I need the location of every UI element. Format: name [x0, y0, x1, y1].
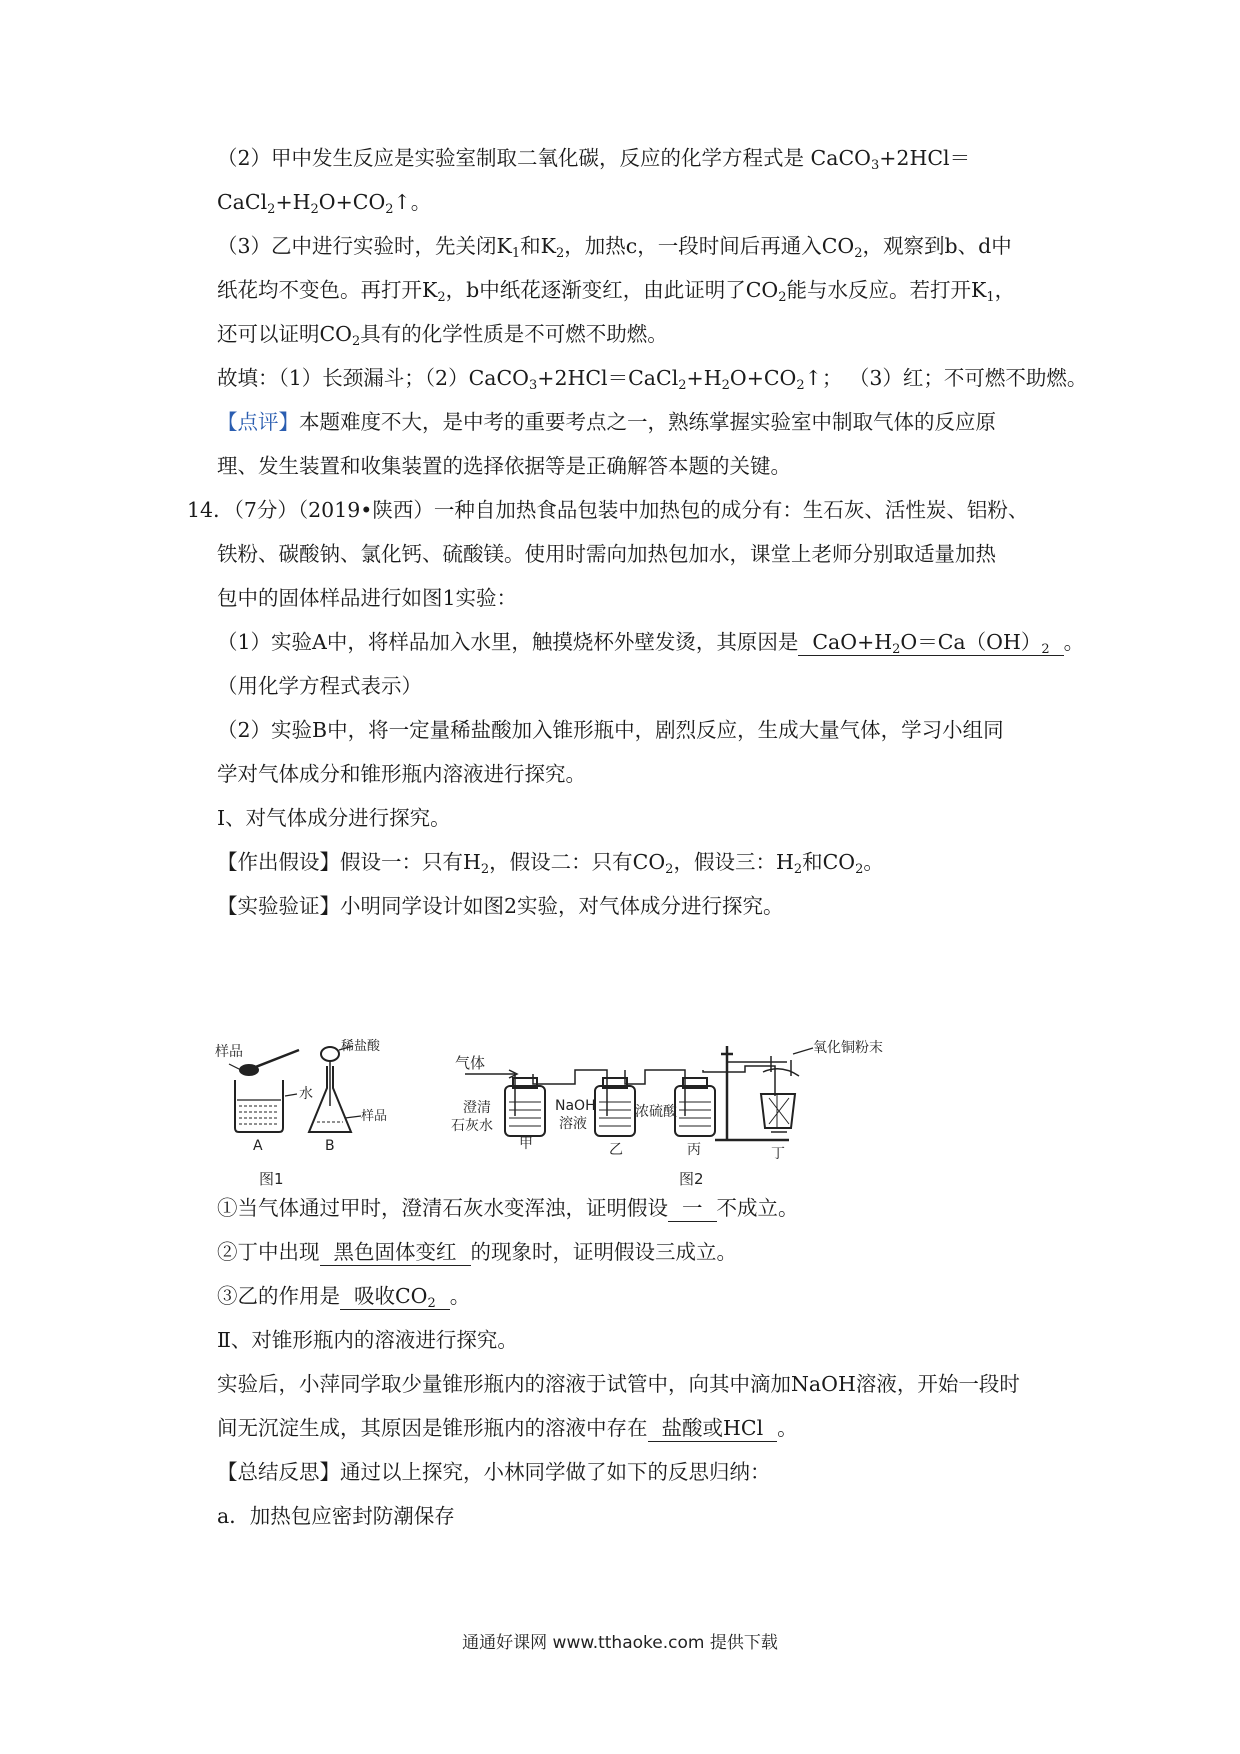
bottle-jia [505, 1086, 545, 1136]
q14-part-2-line-2: 学对气体成分和锥形瓶内溶液进行探究。 [217, 762, 586, 786]
fig2-acid-label: 浓硫酸 [635, 1104, 677, 1120]
bottle-bing [675, 1086, 715, 1136]
answer-3-line-3: 还可以证明$CO_2$具有的化学性质是不可燃不助燃。 [217, 322, 668, 349]
answer-3-line-1: （3）乙中进行实验时，先关闭$K_1$和$K_2$，加热c，一段时间后再通入$CO_2$，观察到b、d中 [217, 234, 1012, 261]
fig2-naoh-line-1: NaOH [555, 1098, 596, 1114]
q14-part-2-line-1: （2）实验B中，将一定量稀盐酸加入锥形瓶中，剧烈反应，生成大量气体，学习小组同 [217, 718, 1004, 742]
answer-blank-4: 吸收$CO_2$ [340, 1283, 450, 1310]
answer-blank-5: 盐酸或HCl [648, 1415, 778, 1442]
part-3-line-1: 实验后，小萍同学取少量锥形瓶内的溶液于试管中，向其中滴加NaOH溶液，开始一段时 [217, 1372, 1020, 1396]
comment-tag: 【点评】 [217, 410, 299, 434]
bottle-yi [595, 1086, 635, 1136]
section-1-heading: Ⅰ、对气体成分进行探究。 [217, 806, 451, 830]
answer-2-line-2: $CaCl_2+H_2O+CO_2↑$。 [217, 190, 432, 217]
apparatus-diagram [215, 1036, 985, 1186]
fig1-label-b: B [325, 1138, 335, 1154]
answer-blank-1: $CaO+H_2O=Ca(OH)_2$ [798, 629, 1063, 656]
fig2-label-yi: 乙 [609, 1142, 623, 1158]
fig1-sample-b-label: 样品 [361, 1109, 388, 1124]
answer-blank-3: 黑色固体变红 [320, 1239, 471, 1266]
fig2-gas-label: 气体 [455, 1054, 486, 1072]
summary: 【总结反思】通过以上探究，小林同学做了如下的反思归纳： [217, 1460, 771, 1484]
answer-blank-2: 一 [668, 1195, 717, 1222]
comment-line-1: 【点评】本题难度不大，是中考的重要考点之一，熟练掌握实验室中制取气体的反应原 [217, 410, 996, 434]
hypothesis: 【作出假设】假设一：只有$H_2$，假设二：只有$CO_2$，假设三：$H_2$和$CO_2$。 [217, 850, 884, 877]
q14-line-3: 包中的固体样品进行如图1实验： [217, 586, 518, 610]
fill-answer: 故填：（1）长颈漏斗；$(2)CaCO_3+2HCl=CaCl_2+H_2O+CO_2↑$； （3）红；不可燃不助燃。 [217, 366, 1088, 393]
fig2-label-ding: 丁 [771, 1146, 785, 1162]
fig2-lime-line-1: 澄清 [463, 1100, 491, 1116]
conclusion-3: ③乙的作用是 吸收$CO_2$ 。 [217, 1284, 471, 1311]
fig1-label-a: A [253, 1138, 263, 1154]
fig2-cuo-label: 氧化铜粉末 [813, 1040, 883, 1056]
fig2-label-bing: 丙 [687, 1142, 701, 1158]
fig1-water-label: 水 [299, 1086, 313, 1102]
q14-line-1: 14．（7分）（2019•陕西）一种自加热食品包装中加热包的成分有：生石灰、活性炭、铝粉、 [187, 498, 1029, 522]
section-2-heading: Ⅱ、对锥形瓶内的溶液进行探究。 [217, 1328, 518, 1352]
fig1-sample-label: 样品 [215, 1044, 243, 1060]
conclusion-2: ②丁中出现 黑色固体变红 的现象时，证明假设三成立。 [217, 1240, 737, 1264]
fig1-acid-label: 稀盐酸 [341, 1039, 381, 1054]
part-3-line-2: 间无沉淀生成，其原因是锥形瓶内的溶液中存在 盐酸或HCl 。 [217, 1416, 798, 1440]
answer-3-line-2: 纸花均不变色。再打开$K_2$，b中纸花逐渐变红，由此证明了$CO_2$能与水反应。若打开$K_1$， [217, 278, 1016, 305]
fig2-naoh-line-2: 溶液 [559, 1116, 587, 1132]
fig2-caption: 图2 [679, 1170, 704, 1186]
fig2-lime-line-2: 石灰水 [451, 1118, 493, 1134]
q14-part-1: （1）实验A中，将样品加入水里，触摸烧杯外壁发烫，其原因是 $CaO+H_2O=Ca(OH)_2$ 。 [217, 630, 1085, 657]
fig2-label-jia: 甲 [519, 1136, 533, 1152]
conclusion-1: ①当气体通过甲时，澄清石灰水变浑浊，证明假设 一 不成立。 [217, 1196, 799, 1220]
experiment-figures [215, 1036, 985, 1186]
footer: 通通好课网 www.tthaoke.com 提供下载 [462, 1633, 778, 1653]
q14-part-1-note: （用化学方程式表示） [217, 674, 422, 698]
spoon [253, 1050, 299, 1068]
summary-item-a: a．加热包应密封防潮保存 [217, 1504, 455, 1528]
comment-line-2: 理、发生装置和收集装置的选择依据等是正确解答本题的关键。 [217, 454, 791, 478]
q14-line-2: 铁粉、碳酸钠、氯化钙、硫酸镁。使用时需向加热包加水，课堂上老师分别取适量加热 [217, 542, 996, 566]
verification: 【实验验证】小明同学设计如图2实验，对气体成分进行探究。 [217, 894, 784, 918]
answer-2-line-1: （2）甲中发生反应是实验室制取二氧化碳，反应的化学方程式是 CaCO$_3$+2HCl＝ [217, 146, 971, 173]
fig1-caption: 图1 [259, 1170, 284, 1186]
alcohol-lamp [761, 1094, 795, 1128]
